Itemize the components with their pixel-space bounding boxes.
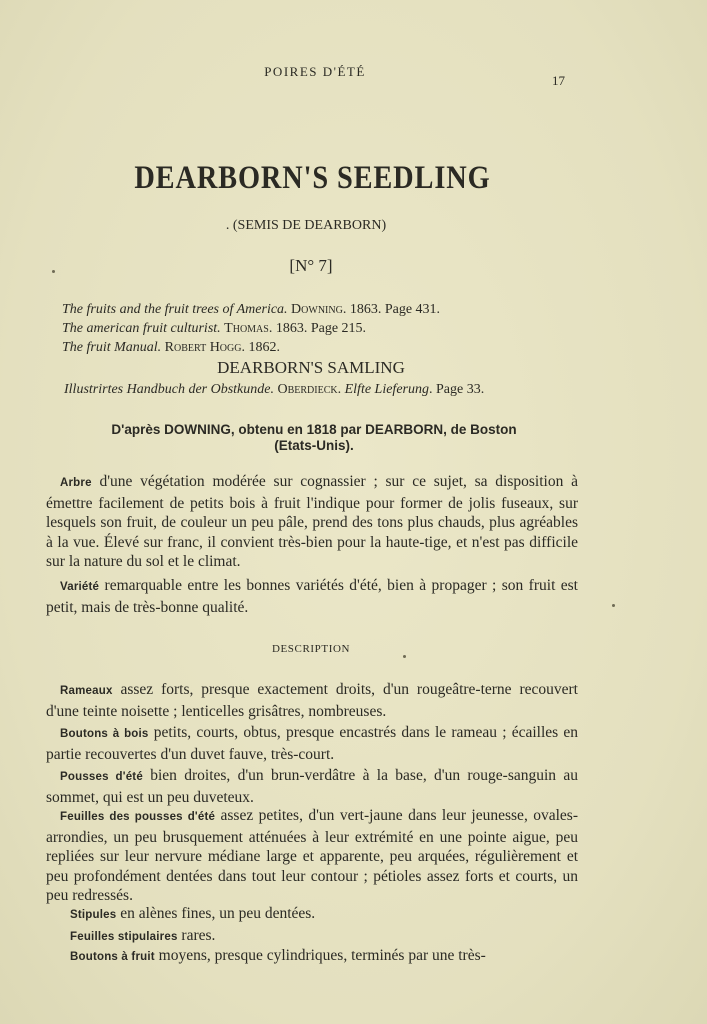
page-number: 17 — [552, 73, 565, 88]
paragraph-stipules — [70, 904, 580, 926]
reference-author: Downing — [291, 302, 343, 317]
paragraph-lead: Arbre — [60, 477, 92, 489]
reference-detail: . 1863. Page 215. — [268, 321, 367, 336]
reference-work: The american fruit culturist. — [62, 321, 221, 336]
paragraph-rameaux — [46, 680, 578, 721]
reference-work: The fruit Manual. — [62, 340, 162, 355]
paragraph-lead: Stipules — [70, 909, 117, 921]
reference-line: Illustrirtes Handbuch der Obstkunde. Oberdieck. Elfte Lieferung. Page 33. — [64, 382, 485, 397]
reference-work: The fruits and the fruit trees of America. — [62, 302, 288, 317]
origin-note — [46, 422, 582, 454]
paragraph-lead: Boutons à bois — [60, 728, 149, 740]
paragraph-text: bien droites, d'un brun-verdâtre à la base, d'un rouge-sanguin au sommet, qui est un peu duveteux. — [46, 767, 578, 806]
reference-detail: . 1863. Page 431. — [342, 302, 441, 317]
paragraph-text: d'une végétation modérée sur cognassier ; sur ce sujet, sa disposition à émettre facilement de petits bois à fruit l'indique pour former de jolis fuseaux, sur lesquels son fruit, de couleur un peu pâle, prend des tons plus chauds, plus agréables à la vue. Élevé sur franc, il convient très-bien pour la haute-tige, et n'est pas difficile sur la nature du sol et le climat. — [46, 473, 578, 571]
page-title: DEARBORN'S SEEDLING — [134, 160, 491, 196]
paragraph-feuilles-stipulaires — [70, 926, 580, 948]
paragraph-text: petits, courts, obtus, presque encastrés dans le rameau ; écailles en partie recouvertes d'un duvet fauve, très-court. — [46, 724, 578, 763]
reference-edition: Elfte Lieferung — [344, 382, 429, 397]
paragraph-variete — [46, 576, 578, 617]
subtitle: . (SEMIS DE DEARBORN) — [225, 218, 387, 233]
paper-speck — [612, 604, 615, 607]
paragraph-lead: Feuilles des pousses d'été — [60, 811, 216, 823]
reference-author: Robert Hogg — [164, 340, 242, 355]
paragraph-boutons-bois — [46, 723, 578, 764]
paragraph-text: assez forts, presque exactement droits, d'un rougeâtre-terne recouvert d'une teinte noisette ; lenticelles grisâtres, nombreuses. — [46, 681, 578, 720]
paragraph-feuilles — [46, 806, 578, 906]
reference-line — [62, 300, 440, 319]
running-head: POIRES D'ÉTÉ — [264, 64, 366, 79]
reference-work: Illustrirtes Handbuch der Obstkunde. — [64, 382, 274, 397]
paragraph-lead: Boutons à fruit — [70, 951, 155, 963]
paragraph-text: en alènes fines, un peu dentées. — [116, 905, 316, 922]
paragraph-text: remarquable entre les bonnes variétés d'été, bien à propager ; son fruit est petit, mais de très-bonne qualité. — [46, 577, 578, 616]
origin-line: (Etats-Unis). — [274, 438, 354, 453]
reference-detail: . Page 33. — [429, 382, 485, 397]
origin-line: D'après DOWNING, obtenu en 1818 par DEARBORN, de Boston — [111, 422, 517, 437]
paragraph-boutons-fruit — [70, 946, 580, 968]
references — [62, 300, 440, 357]
paragraph-lead: Rameaux — [60, 685, 113, 697]
reference-line — [62, 319, 440, 338]
reference-detail: . 1862. — [241, 340, 280, 355]
paragraph-arbre — [46, 472, 578, 572]
paragraph-lead: Pousses d'été — [60, 771, 143, 783]
reference-author: Oberdieck — [277, 382, 338, 397]
paragraph-text: moyens, presque cylindriques, terminés par une très- — [154, 947, 486, 964]
paper-speck — [52, 270, 55, 273]
paragraph-pousses — [46, 766, 578, 807]
paragraph-lead: Feuilles stipulaires — [70, 931, 178, 943]
paragraph-text: rares. — [177, 927, 216, 944]
reference-author: Thomas — [224, 321, 269, 336]
section-heading: DESCRIPTION — [271, 643, 351, 655]
paragraph-text: assez petites, d'un vert-jaune dans leur jeunesse, ovales-arrondies, un peu brusquement atténuées à leur extrémité en une pointe aigue, peu repliées sur leur nervure médiane large et apparente, peu arquées, régulièrement et peu profondément dentées dans tout leur contour ; pétioles assez forts et courts, un peu redressés. — [46, 807, 578, 905]
reference-line — [62, 338, 440, 357]
variety-number: [N° 7] — [289, 256, 333, 275]
samling-heading: DEARBORN'S SAMLING — [217, 358, 405, 377]
paragraph-lead: Variété — [60, 581, 100, 593]
paper-speck — [403, 655, 406, 658]
